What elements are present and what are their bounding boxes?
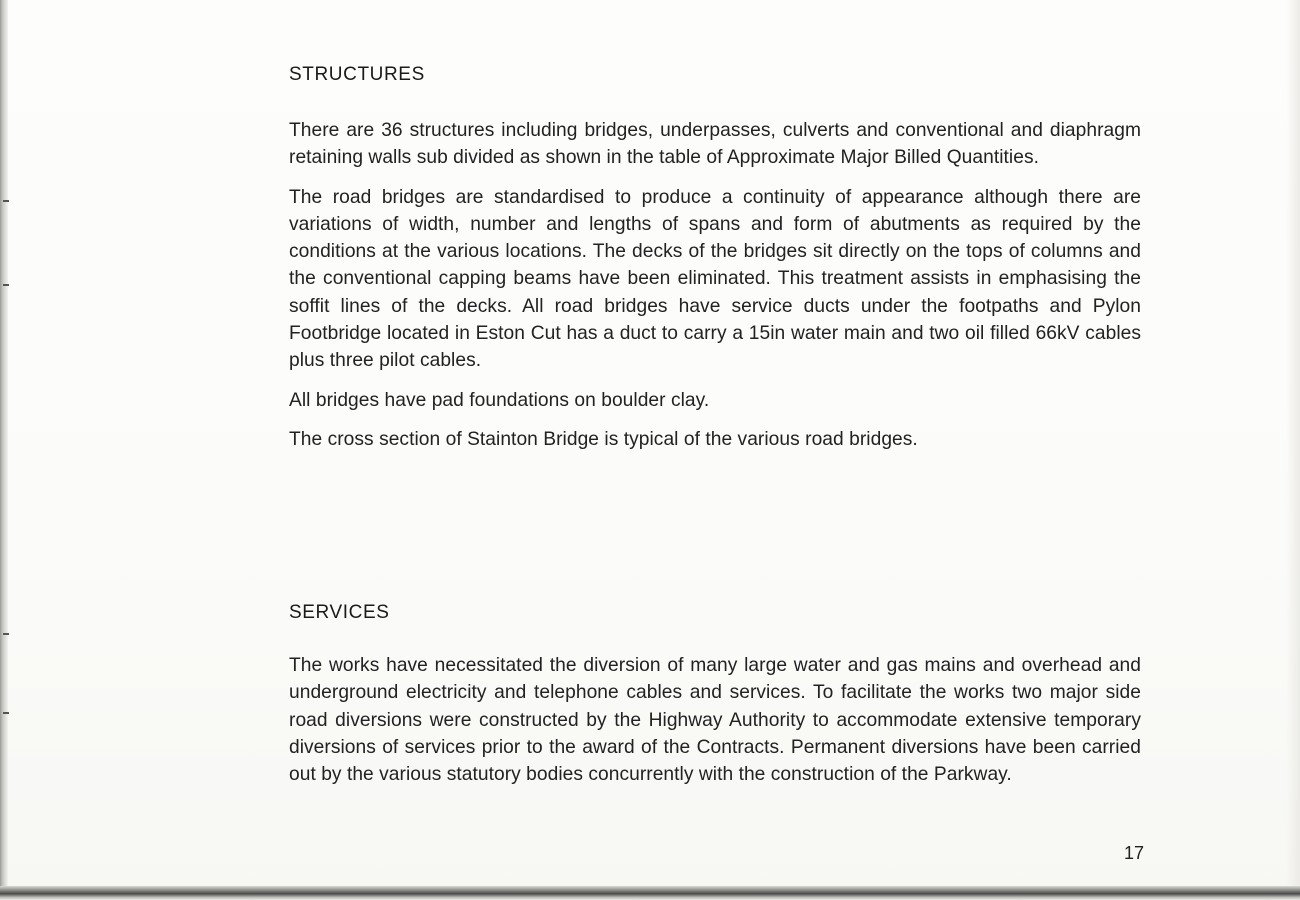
section-heading-services: SERVICES — [289, 602, 390, 623]
page-content — [289, 58, 1141, 786]
services-body — [289, 652, 1141, 800]
binding-edge — [0, 0, 8, 900]
binding-mark — [3, 284, 9, 286]
page-bottom-edge — [0, 886, 1300, 900]
binding-mark — [3, 200, 9, 202]
paragraph: All bridges have pad foundations on boulder clay. — [289, 389, 710, 411]
paragraph: The cross section of Stainton Bridge is typical of the various road bridges. — [289, 428, 918, 450]
paragraph: The works have necessitated the diversion of many large water and gas mains and overhead and underground electricity and telephone cables and services. To facilitate the works two major side road diversions were constructed by the Highway Authority to accommodate extensive temporary diversions of services prior to the award of the Contracts. Permanent diversions have been carried out by the various statutory bodies concurrently with the construction of the Parkway. — [289, 655, 1141, 786]
page-number: 17 — [1124, 843, 1145, 863]
paragraph: The road bridges are standardised to produce a continuity of appearance although there are variations of width, number and lengths of spans and form of abutments as required by the conditions at the various locations. The decks of the bridges sit directly on the tops of columns and the conventional capping beams have been eliminated. This treatment assists in emphasising the soffit lines of the decks. All road bridges have service ducts under the footpaths and Pylon Footbridge located in Eston Cut has a duct to carry a 15in water main and two oil filled 66kV cables plus three pilot cables. — [289, 186, 1141, 372]
page-right-edge — [1286, 0, 1300, 900]
section-heading-structures: STRUCTURES — [289, 64, 425, 85]
paragraph: There are 36 structures including bridges, underpasses, culverts and conventional and diaphragm retaining walls sub divided as shown in the table of Approximate Major Billed Quantities. — [289, 120, 1141, 169]
binding-mark — [3, 633, 9, 635]
binding-mark — [3, 712, 9, 714]
